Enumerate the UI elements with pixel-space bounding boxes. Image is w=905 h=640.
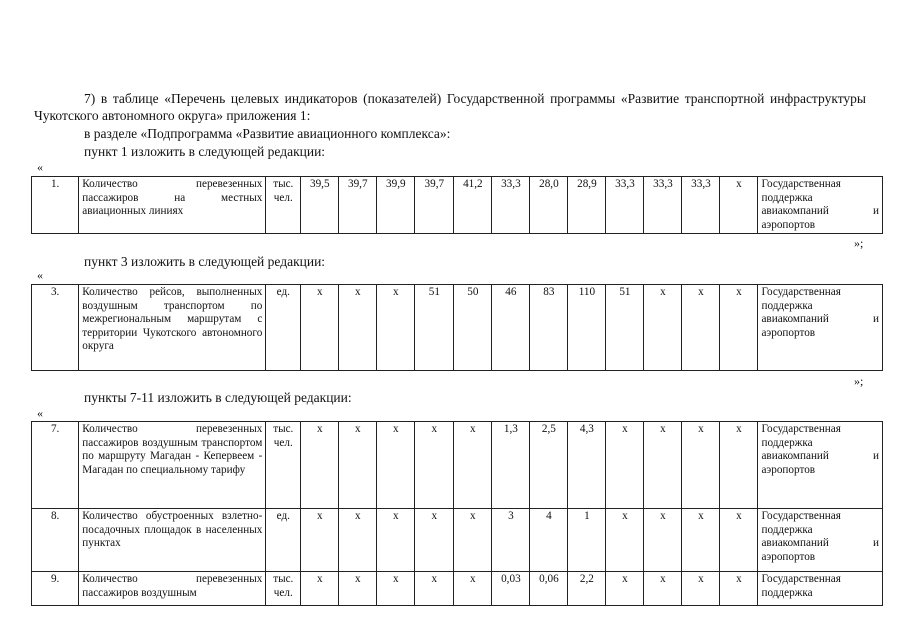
value-cell: 41,2 <box>454 177 492 234</box>
value-cell: х <box>339 509 377 572</box>
note-cell: Государственная поддержка авиакомпаний и аэропортов <box>758 422 883 509</box>
value-cell: х <box>339 572 377 606</box>
note-cell: Государственная поддержка <box>758 572 883 606</box>
item1-heading: пункт 1 изложить в следующей редакции: <box>84 144 326 159</box>
indicator-table-1 <box>31 176 883 234</box>
value-cell: х <box>644 285 682 371</box>
value-cell: х <box>644 509 682 572</box>
value-cell: х <box>644 422 682 509</box>
value-cell: 39,7 <box>415 177 454 234</box>
table-row <box>32 285 883 371</box>
value-cell: х <box>682 572 720 606</box>
unit-cell: тыс. чел. <box>266 422 301 509</box>
value-cell: х <box>377 509 415 572</box>
open-quote-3: « <box>37 268 43 282</box>
value-cell: 1,3 <box>492 422 530 509</box>
table-row <box>32 177 883 234</box>
value-cell: 50 <box>454 285 492 371</box>
intro-paragraph: 7) в таблице «Перечень целевых индикаторов (показателей) Государственной программы «Развитие транспортной инфраструктуры Чукотского автономного округа» приложения 1: <box>34 91 866 123</box>
open-quote-1: « <box>37 160 43 174</box>
value-cell: х <box>339 285 377 371</box>
value-cell: 51 <box>415 285 454 371</box>
value-cell: х <box>720 285 758 371</box>
value-cell: х <box>301 422 339 509</box>
value-cell: х <box>415 572 454 606</box>
value-cell: х <box>606 572 644 606</box>
value-cell: 1 <box>568 509 606 572</box>
value-cell: 46 <box>492 285 530 371</box>
unit-cell: тыс. чел. <box>266 572 301 606</box>
close-quote-3: »; <box>854 374 864 388</box>
value-cell: 4,3 <box>568 422 606 509</box>
value-cell: 33,3 <box>682 177 720 234</box>
section-heading: в разделе «Подпрограмма «Развитие авиационного комплекса»: <box>84 126 451 141</box>
value-cell: 33,3 <box>492 177 530 234</box>
indicator-name: Количество перевезенных пассажиров на местных авиационных линиях <box>79 177 266 234</box>
row-number: 3. <box>32 285 79 371</box>
table-row <box>32 509 883 572</box>
value-cell: х <box>682 285 720 371</box>
item3-heading: пункт 3 изложить в следующей редакции: <box>84 254 326 269</box>
note-cell: Государственная поддержка авиакомпаний и аэропортов <box>758 285 883 371</box>
value-cell: х <box>606 509 644 572</box>
value-cell: х <box>301 285 339 371</box>
row-number: 7. <box>32 422 79 509</box>
note-cell: Государственная поддержка авиакомпаний и аэропортов <box>758 509 883 572</box>
value-cell: х <box>377 422 415 509</box>
value-cell: х <box>377 572 415 606</box>
value-cell: 0,03 <box>492 572 530 606</box>
value-cell: 28,0 <box>530 177 568 234</box>
value-cell: 33,3 <box>644 177 682 234</box>
row-number: 8. <box>32 509 79 572</box>
note-cell: Государственная поддержка авиакомпаний и аэропортов <box>758 177 883 234</box>
row-number: 1. <box>32 177 79 234</box>
unit-cell: ед. <box>266 285 301 371</box>
value-cell: х <box>454 572 492 606</box>
value-cell: х <box>682 509 720 572</box>
close-quote-1: »; <box>854 236 864 250</box>
indicator-name: Количество рейсов, выполненных воздушным транспортом по межрегиональным маршрутам с территории Чукотского автономного округа <box>79 285 266 371</box>
value-cell: 2,5 <box>530 422 568 509</box>
value-cell: 39,9 <box>377 177 415 234</box>
table-row <box>32 572 883 606</box>
value-cell: 110 <box>568 285 606 371</box>
value-cell: 51 <box>606 285 644 371</box>
value-cell: х <box>606 422 644 509</box>
value-cell: х <box>377 285 415 371</box>
indicator-name: Количество перевезенных пассажиров воздушным <box>79 572 266 606</box>
value-cell: х <box>301 572 339 606</box>
row-number: 9. <box>32 572 79 606</box>
indicator-table-7-11 <box>31 421 883 606</box>
value-cell: х <box>720 177 758 234</box>
value-cell: 28,9 <box>568 177 606 234</box>
indicator-name: Количество перевезенных пассажиров воздушным транспортом по маршруту Магадан - Кепервеем - Магадан по специальному тарифу <box>79 422 266 509</box>
value-cell: х <box>454 509 492 572</box>
value-cell: х <box>720 509 758 572</box>
value-cell: х <box>682 422 720 509</box>
indicator-name: Количество обустроенных взлетно-посадочных площадок в населенных пунктах <box>79 509 266 572</box>
unit-cell: тыс. чел. <box>266 177 301 234</box>
value-cell: 2,2 <box>568 572 606 606</box>
items7-11-heading: пункты 7-11 изложить в следующей редакции: <box>84 390 352 405</box>
value-cell: х <box>720 422 758 509</box>
value-cell: х <box>644 572 682 606</box>
value-cell: 3 <box>492 509 530 572</box>
unit-cell: ед. <box>266 509 301 572</box>
value-cell: х <box>339 422 377 509</box>
value-cell: х <box>720 572 758 606</box>
value-cell: 33,3 <box>606 177 644 234</box>
value-cell: 4 <box>530 509 568 572</box>
table-row <box>32 422 883 509</box>
value-cell: х <box>301 509 339 572</box>
value-cell: х <box>454 422 492 509</box>
value-cell: 0,06 <box>530 572 568 606</box>
open-quote-7: « <box>37 406 43 420</box>
indicator-table-3 <box>31 284 883 371</box>
value-cell: 39,5 <box>301 177 339 234</box>
value-cell: х <box>415 422 454 509</box>
value-cell: 39,7 <box>339 177 377 234</box>
value-cell: 83 <box>530 285 568 371</box>
value-cell: х <box>415 509 454 572</box>
